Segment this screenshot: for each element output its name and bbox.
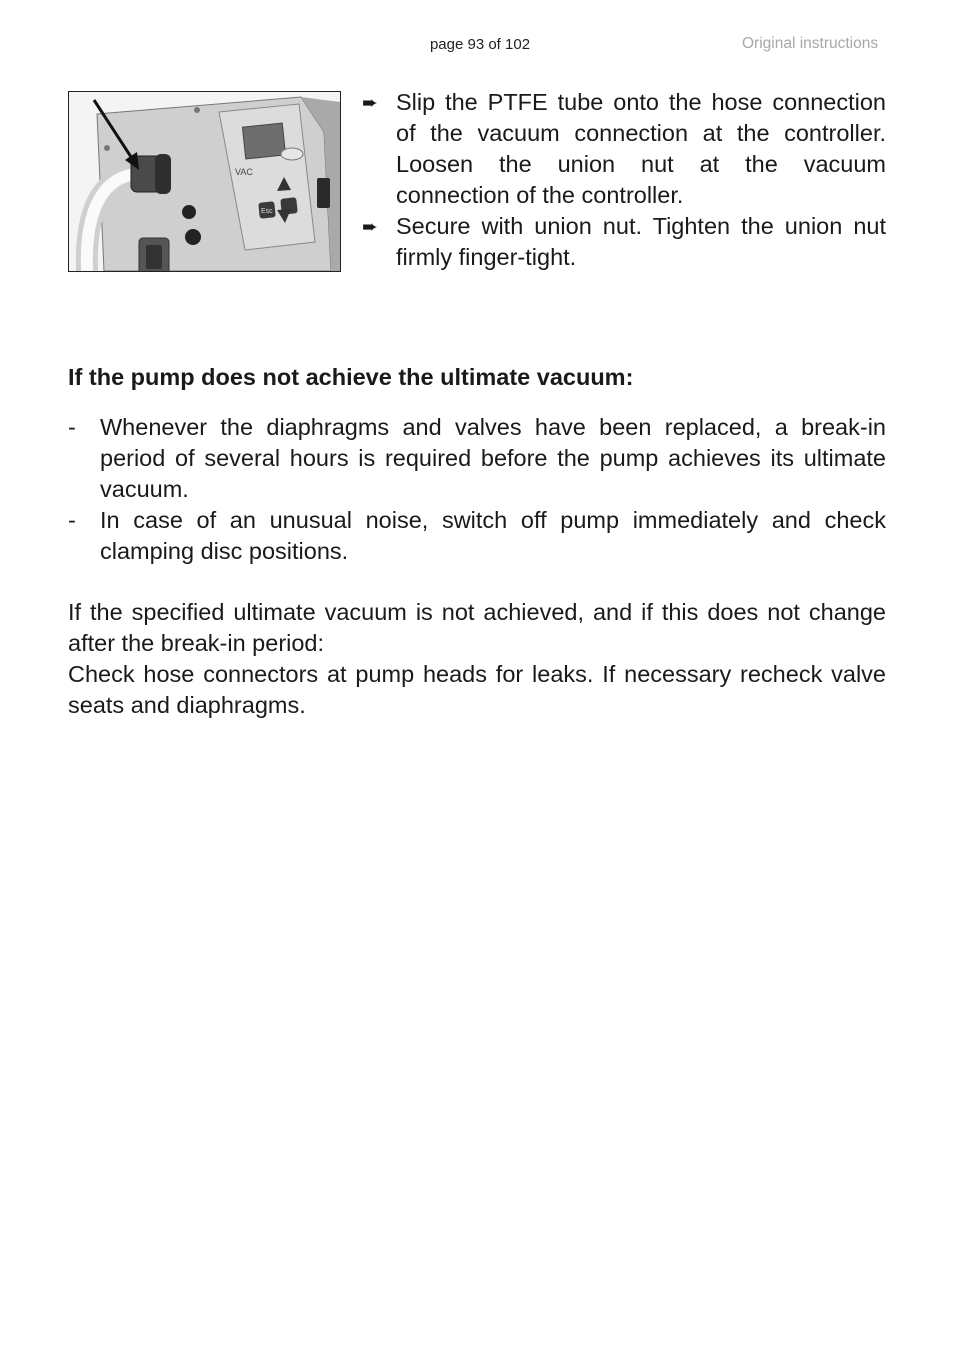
list-item xyxy=(68,412,886,505)
screen-label: VAC xyxy=(235,167,253,177)
document-type-label: Original instructions xyxy=(742,35,879,52)
instruction-step xyxy=(362,211,886,273)
troubleshooting-list xyxy=(68,412,886,567)
paragraph: Check hose connectors at pump heads for leaks. If necessary recheck valve seats and diaphragms. xyxy=(68,661,886,718)
instruction-step xyxy=(362,87,886,211)
arrow-right-icon: ➨ xyxy=(362,93,378,114)
section-heading: If the pump does not achieve the ultimate vacuum: xyxy=(68,364,634,390)
list-item xyxy=(68,505,886,567)
paragraph: If the specified ultimate vacuum is not achieved, and if this does not change after the break-in period: xyxy=(68,599,886,656)
arrow-right-icon: ➨ xyxy=(362,217,378,238)
body-text xyxy=(68,597,886,721)
controller-illustration xyxy=(69,92,340,271)
list-item-text: In case of an unusual noise, switch off pump immediately and check clamping disc positions. xyxy=(100,507,886,564)
list-item-text: Whenever the diaphragms and valves have been replaced, a break-in period of several hours is required before the pump achieves its ultimate vacuum. xyxy=(100,414,886,502)
dash-bullet: - xyxy=(68,414,76,440)
step-text: Secure with union nut. Tighten the union nut firmly finger-tight. xyxy=(396,213,886,270)
page-number: page 93 of 102 xyxy=(429,36,531,53)
dash-bullet: - xyxy=(68,507,76,533)
step-text: Slip the PTFE tube onto the hose connection of the vacuum connection at the controller. Loosen the union nut at the vacuum connection of the controller. xyxy=(396,89,886,208)
instruction-steps xyxy=(362,87,886,273)
esc-button-label: Esc xyxy=(261,208,273,215)
controller-photo xyxy=(68,91,341,272)
